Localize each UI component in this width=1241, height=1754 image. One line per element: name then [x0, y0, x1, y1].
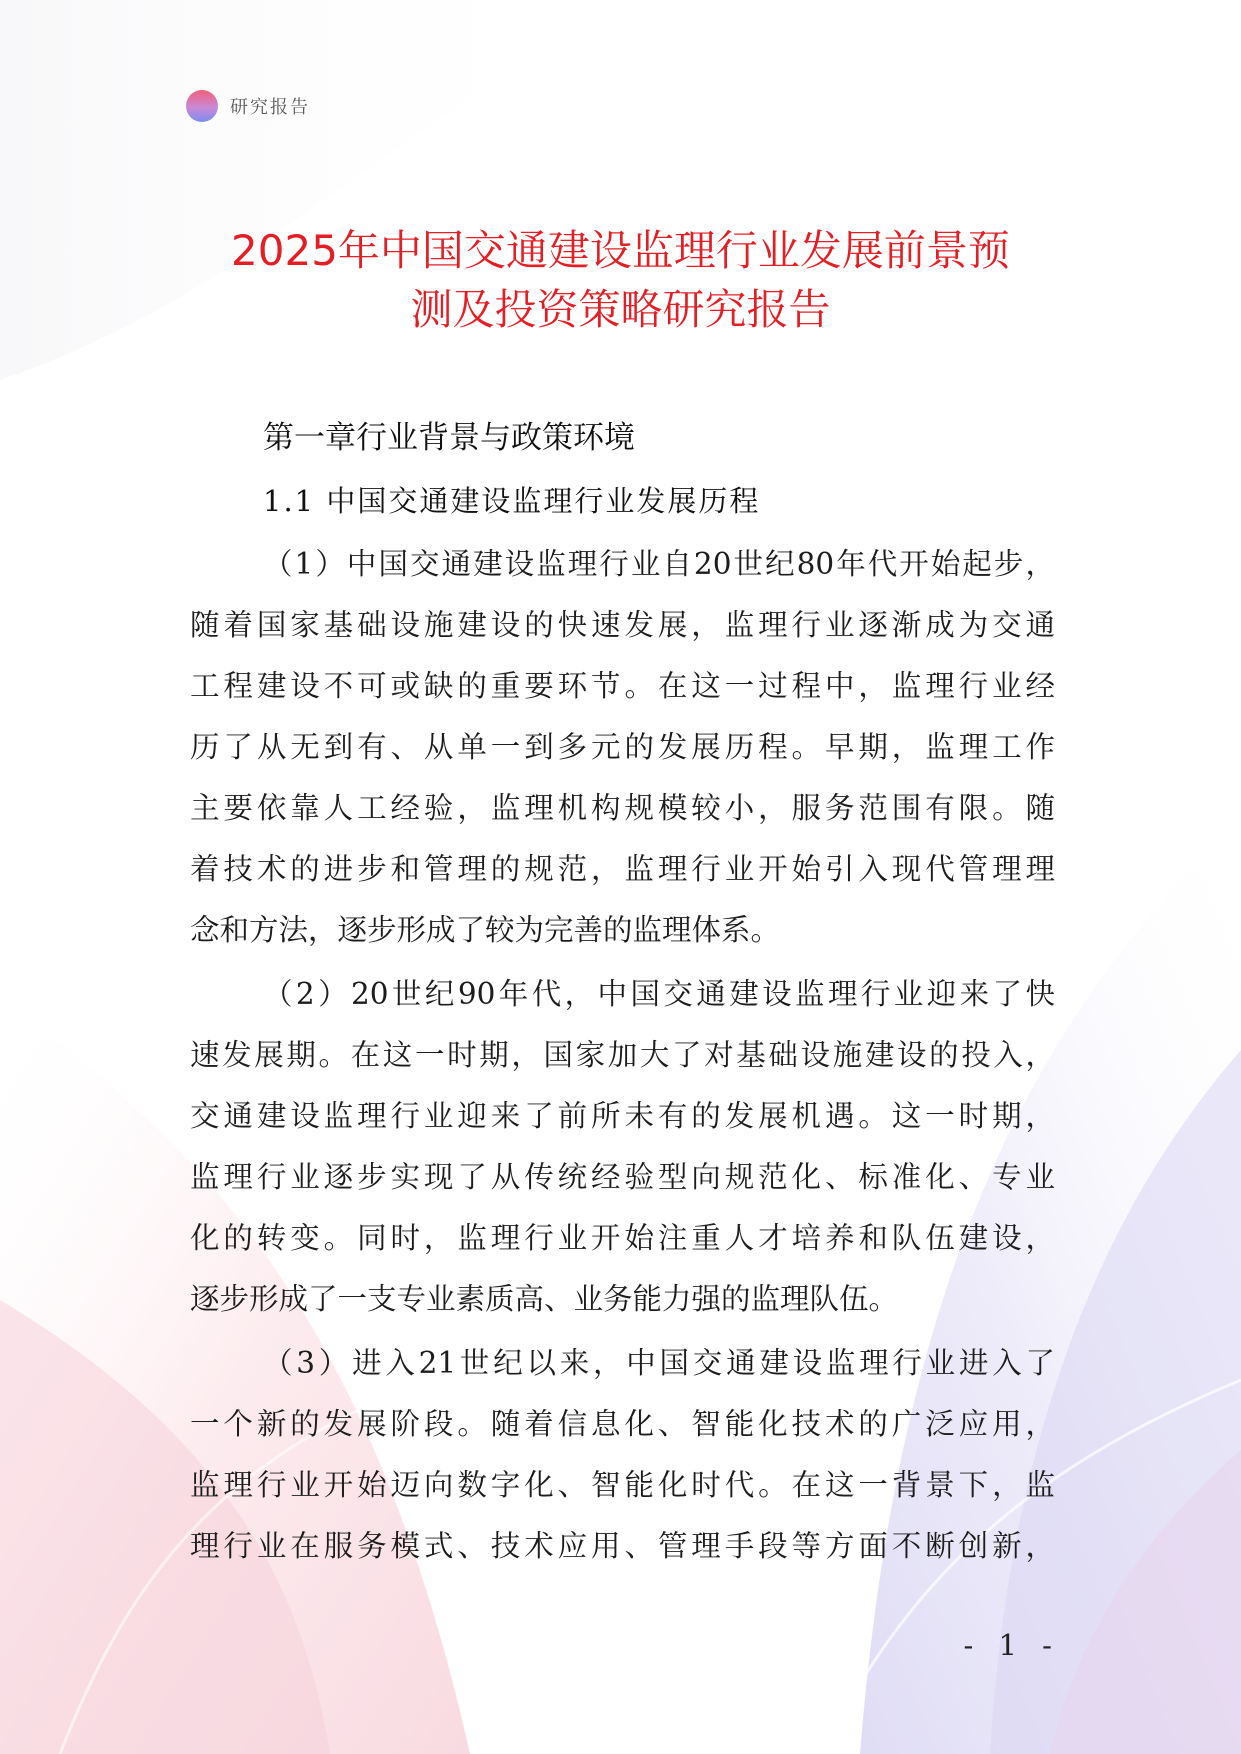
paragraph-1-line-6: 着技术的进步和管理的规范，监理行业开始引入现代管理理	[190, 852, 1055, 886]
chapter-heading: 第一章行业背景与政策环境	[263, 420, 635, 456]
paragraph-1-line-1: （1）中国交通建设监理行业自20世纪80年代开始起步，	[263, 547, 1055, 581]
paragraph-3-line-3: 监理行业开始迈向数字化、智能化时代。在这一背景下，监	[190, 1468, 1055, 1502]
document-title-line-2: 测及投资策略研究报告	[410, 285, 831, 334]
paragraph-3-line-2: 一个新的发展阶段。随着信息化、智能化技术的广泛应用，	[190, 1407, 1055, 1441]
paragraph-2-line-3: 交通建设监理行业迎来了前所未有的发展机遇。这一时期，	[190, 1099, 1055, 1133]
report-header	[186, 88, 310, 124]
paragraph-2-line-5: 化的转变。同时，监理行业开始注重人才培养和队伍建设，	[190, 1221, 1055, 1255]
paragraph-3-line-4: 理行业在服务模式、技术应用、管理手段等方面不断创新，	[190, 1529, 1055, 1563]
header-label: 研究报告	[230, 97, 310, 118]
document-title-line-1: 2025年中国交通建设监理行业发展前景预	[231, 226, 1010, 275]
section-heading: 1.1 中国交通建设监理行业发展历程	[263, 484, 761, 518]
paragraph-3-line-1: （3）进入21世纪以来，中国交通建设监理行业进入了	[263, 1346, 1055, 1380]
paragraph-1-line-4: 历了从无到有、从单一到多元的发展历程。早期，监理工作	[190, 730, 1055, 764]
paragraph-1-line-5: 主要依靠人工经验，监理机构规模较小，服务范围有限。随	[190, 791, 1055, 825]
paragraph-1-line-2: 随着国家基础设施建设的快速发展，监理行业逐渐成为交通	[190, 608, 1055, 642]
paragraph-2-line-2: 速发展期。在这一时期，国家加大了对基础设施建设的投入，	[190, 1038, 1055, 1072]
paragraph-2-line-6: 逐步形成了一支专业素质高、业务能力强的监理队伍。	[190, 1282, 899, 1316]
page-number: - 1 -	[963, 1628, 1060, 1662]
paragraph-2-line-1: （2）20世纪90年代，中国交通建设监理行业迎来了快	[263, 977, 1055, 1011]
report-logo-icon	[186, 90, 218, 122]
paragraph-2-line-4: 监理行业逐步实现了从传统经验型向规范化、标准化、专业	[190, 1160, 1055, 1194]
paragraph-1-line-3: 工程建设不可或缺的重要环节。在这一过程中，监理行业经	[190, 669, 1055, 703]
paragraph-1-line-7: 念和方法，逐步形成了较为完善的监理体系。	[190, 913, 781, 947]
